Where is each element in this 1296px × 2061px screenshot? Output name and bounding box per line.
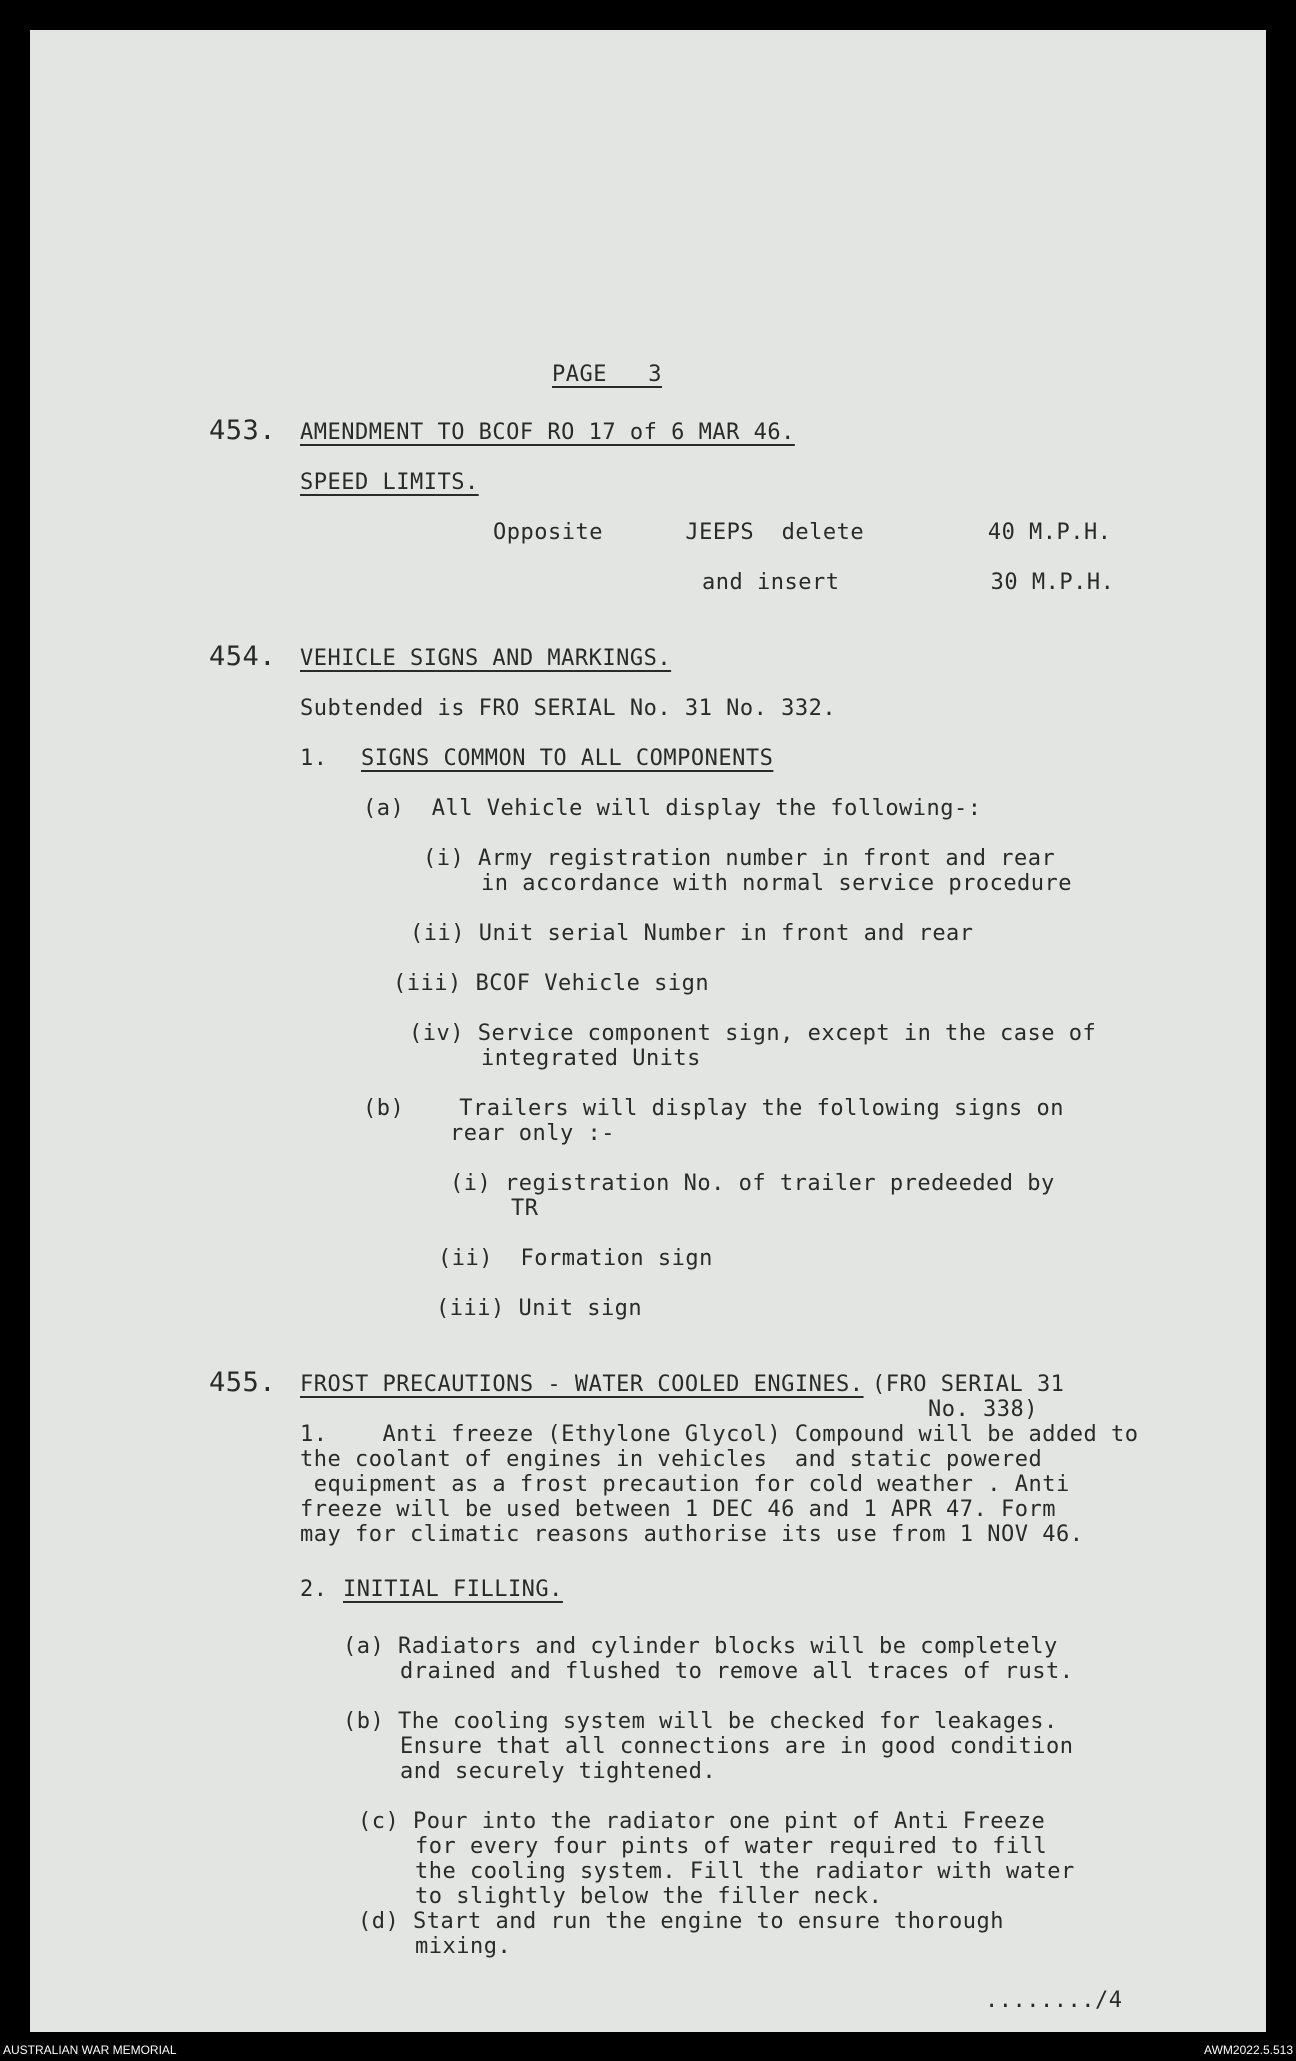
item-454-a-i-line-2: in accordance with normal service procedure bbox=[481, 871, 1073, 896]
page-header: PAGE 3 bbox=[552, 362, 662, 387]
item-455-title-ref-2: No. 338) bbox=[928, 1397, 1038, 1422]
item-455-a-line-2: drained and flushed to remove all traces of rust. bbox=[400, 1659, 1074, 1684]
item-454-a-i-line-1: (i) Army registration number in front and rear bbox=[423, 846, 1056, 871]
item-455-paragraph-1-line-3: equipment as a frost precaution for cold weather . Anti bbox=[300, 1472, 1070, 1497]
item-454-a-iv-line-2: integrated Units bbox=[481, 1046, 701, 1071]
item-455-title-ref-1: (FRO SERIAL 31 bbox=[872, 1372, 1065, 1397]
footer-right: AWM2022.5.513 bbox=[1204, 2043, 1293, 2057]
item-454-a: (a) All Vehicle will display the following-: bbox=[363, 796, 982, 821]
item-454-section-1-title: SIGNS COMMON TO ALL COMPONENTS bbox=[361, 746, 774, 771]
continuation-marker: ......../4 bbox=[985, 1988, 1123, 2013]
item-454-b-i-line-2: TR bbox=[511, 1196, 539, 1221]
item-454-a-iv-line-1: (iv) Service component sign, except in the case of bbox=[409, 1021, 1097, 1046]
item-455-paragraph-1-line-5: may for climatic reasons authorise its use from 1 NOV 46. bbox=[300, 1522, 1084, 1547]
item-454-title: VEHICLE SIGNS AND MARKINGS. bbox=[300, 646, 672, 671]
item-455-title: FROST PRECAUTIONS - WATER COOLED ENGINES. bbox=[300, 1372, 864, 1397]
item-454-b-line-1: (b) Trailers will display the following signs on bbox=[363, 1096, 1065, 1121]
item-455-c-line-3: the cooling system. Fill the radiator with water bbox=[415, 1859, 1075, 1884]
item-455-c-line-2: for every four pints of water required to fill bbox=[415, 1834, 1048, 1859]
item-454-b-iii: (iii) Unit sign bbox=[436, 1296, 643, 1321]
item-455-d-line-2: mixing. bbox=[415, 1934, 512, 1959]
item-455-d-line-1: (d) Start and run the engine to ensure thorough bbox=[358, 1909, 1005, 1934]
item-454-b-ii: (ii) Formation sign bbox=[438, 1246, 713, 1271]
item-454-b-i-line-1: (i) registration No. of trailer predeeded by bbox=[450, 1171, 1055, 1196]
item-455-number: 455. bbox=[209, 1367, 277, 1398]
item-455-b-line-1: (b) The cooling system will be checked for leakages. bbox=[343, 1709, 1058, 1734]
item-455-b-line-3: and securely tightened. bbox=[400, 1759, 717, 1784]
item-455-a-line-1: (a) Radiators and cylinder blocks will be completely bbox=[343, 1634, 1058, 1659]
item-453-subtitle: SPEED LIMITS. bbox=[300, 470, 479, 495]
document-page bbox=[30, 30, 1266, 2032]
footer-left: AUSTRALIAN WAR MEMORIAL bbox=[3, 2043, 177, 2057]
item-453-row-1: Opposite JEEPS delete 40 M.P.H. bbox=[493, 520, 1112, 545]
item-455-paragraph-1-line-2: the coolant of engines in vehicles and static powered bbox=[300, 1447, 1043, 1472]
item-455-paragraph-1-line-4: freeze will be used between 1 DEC 46 and 1 APR 47. Form bbox=[300, 1497, 1056, 1522]
item-453-title: AMENDMENT TO BCOF RO 17 of 6 MAR 46. bbox=[300, 420, 795, 445]
item-455-c-line-1: (c) Pour into the radiator one pint of Anti Freeze bbox=[358, 1809, 1046, 1834]
item-455-section-2-number: 2. bbox=[300, 1577, 328, 1602]
item-454-number: 454. bbox=[209, 641, 277, 672]
item-455-b-line-2: Ensure that all connections are in good condition bbox=[400, 1734, 1074, 1759]
item-454-b-line-2: rear only :- bbox=[450, 1121, 615, 1146]
item-455-c-line-4: to slightly below the filler neck. bbox=[415, 1884, 883, 1909]
item-453-row-2: and insert 30 M.P.H. bbox=[702, 570, 1115, 595]
item-454-a-iii: (iii) BCOF Vehicle sign bbox=[393, 971, 710, 996]
item-455-paragraph-1-line-1: 1. Anti freeze (Ethylone Glycol) Compound will be added to bbox=[300, 1422, 1139, 1447]
item-454-intro: Subtended is FRO SERIAL No. 31 No. 332. bbox=[300, 696, 837, 721]
item-454-section-1-number: 1. bbox=[300, 746, 328, 771]
item-453-number: 453. bbox=[209, 415, 277, 446]
item-454-a-ii: (ii) Unit serial Number in front and rear bbox=[410, 921, 974, 946]
item-455-section-2-title: INITIAL FILLING. bbox=[343, 1577, 563, 1602]
